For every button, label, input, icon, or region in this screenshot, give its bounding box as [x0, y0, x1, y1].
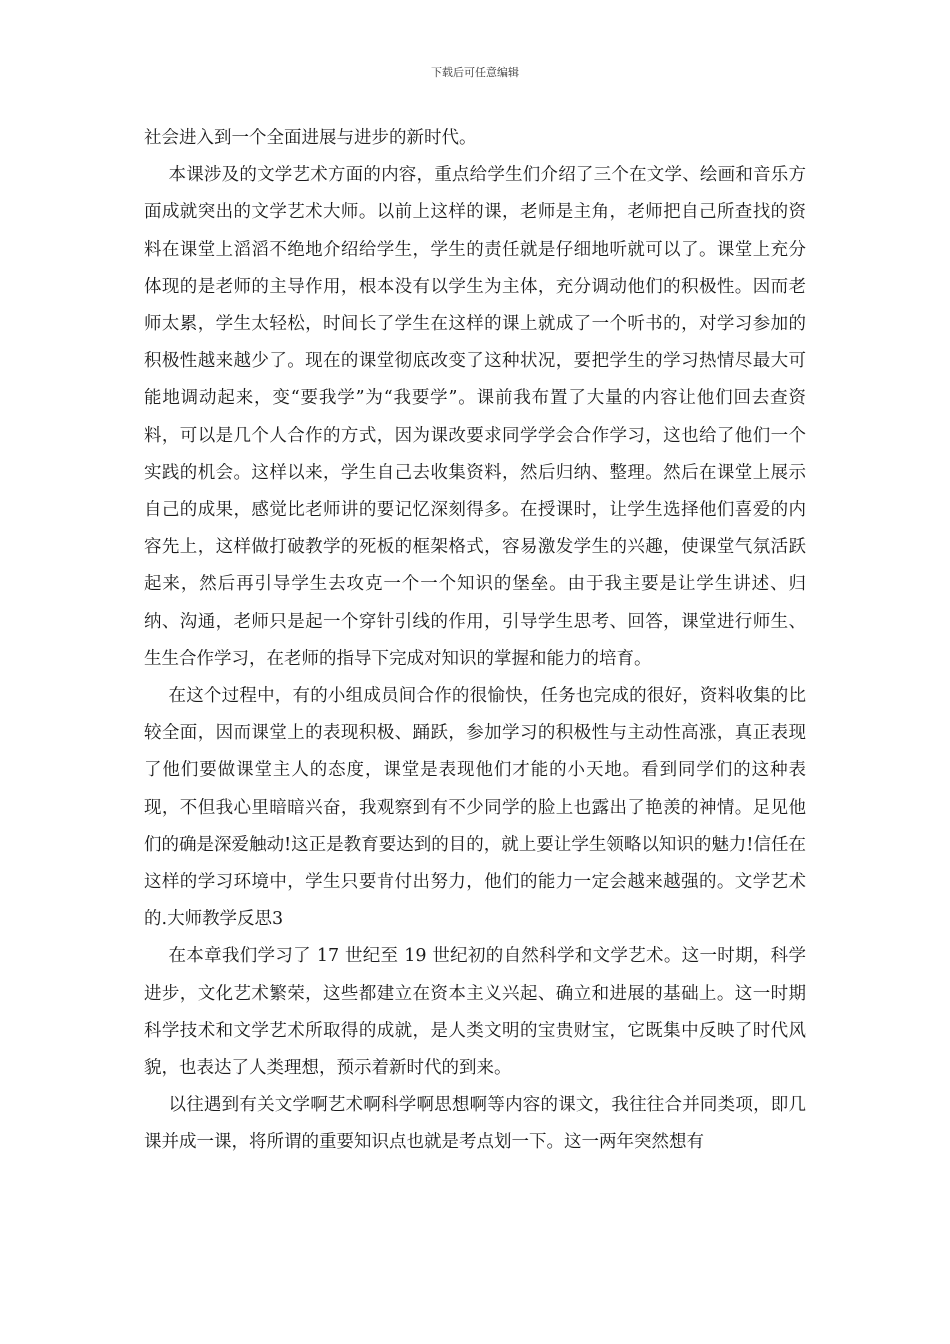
paragraph: 在这个过程中，有的小组成员间合作的很愉快，任务也完成的很好，资料收集的比较全面，因而课堂上的表现积极、踊跃，参加学习的积极性与主动性高涨，真正表现了他们要做课堂主人的态度，课堂是表现他们才能的小天地。看到同学们的这种表现，不但我心里暗暗兴奋，我观察到有不少同学的脸上也露出了艳羡的神情。足见他们的确是深爱触动!这正是教育要达到的目的，就上要让学生领略以知识的魅力!信任在这样的学习环境中，学生只要肯付出努力，他们的能力一定会越来越强的。文学艺术的.大师教学反思3 — [144, 686, 806, 930]
paragraph: 以往遇到有关文学啊艺术啊科学啊思想啊等内容的课文，我往往合并同类项，即几课并成一课，将所谓的重要知识点也就是考点划一下。这一两年突然想有 — [144, 1095, 806, 1153]
document-body — [144, 120, 806, 1162]
page-header: 下载后可任意编辑 — [431, 66, 519, 79]
paragraph: 本课涉及的文学艺术方面的内容，重点给学生们介绍了三个在文学、绘画和音乐方面成就突出的文学艺术大师。以前上这样的课，老师是主角，老师把自己所查找的资料在课堂上滔滔不绝地介绍给学生，学生的责任就是仔细地听就可以了。课堂上充分体现的是老师的主导作用，根本没有以学生为主体，充分调动他们的积极性。因而老师太累，学生太轻松，时间长了学生在这样的课上就成了一个听书的，对学习参加的积极性越来越少了。现在的课堂彻底改变了这种状况，要把学生的学习热情尽最大可能地调动起来，变“要我学”为“我要学”。课前我布置了大量的内容让他们回去查资料，可以是几个人合作的方式，因为课改要求同学学会合作学习，这也给了他们一个实践的机会。这样以来，学生自己去收集资料，然后归纳、整理。然后在课堂上展示自己的成果，感觉比老师讲的要记忆深刻得多。在授课时，让学生选择他们喜爱的内容先上，这样做打破教学的死板的框架格式，容易激发学生的兴趣，使课堂气氛活跃起来，然后再引导学生去攻克一个一个知识的堡垒。由于我主要是让学生讲述、归纳、沟通，老师只是起一个穿针引线的作用，引导学生思考、回答，课堂进行师生、生生合作学习，在老师的指导下完成对知识的掌握和能力的培育。 — [144, 165, 806, 669]
paragraph: 社会进入到一个全面进展与进步的新时代。 — [144, 128, 477, 148]
paragraph: 在本章我们学习了 17 世纪至 19 世纪初的自然科学和文学艺术。这一时期，科学进步，文化艺术繁荣，这些都建立在资本主义兴起、确立和进展的基础上。这一时期科学技术和文学艺术所取得的成就，是人类文明的宝贵财宝，它既集中反映了时代风貌，也表达了人类理想，预示着新时代的到来。 — [144, 946, 806, 1079]
